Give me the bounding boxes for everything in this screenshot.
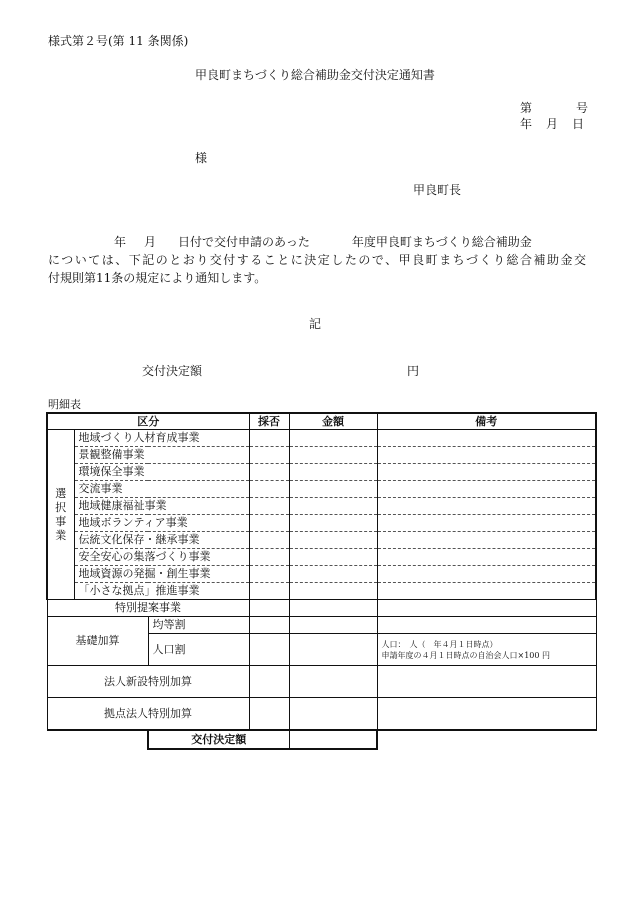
approval-cell[interactable] [249,532,289,549]
new-corporation-addition-label: 法人新設特別加算 [47,666,249,698]
approval-cell[interactable] [249,447,289,464]
approval-cell[interactable] [249,430,289,447]
project-name: 地域ボランティア事業 [74,515,249,532]
form-number: 様式第２号(第 11 条関係) [48,34,189,48]
table-row [47,600,596,617]
header-remarks: 備考 [377,413,596,430]
amount-cell[interactable] [289,634,377,666]
amount-cell[interactable] [289,447,377,464]
project-name: 地域づくり人材育成事業 [74,430,249,447]
amount-cell[interactable] [289,430,377,447]
equal-split-label: 均等割 [148,617,249,634]
project-name: 地域健康福祉事業 [74,498,249,515]
remarks-cell[interactable] [377,698,596,731]
table-header-row [47,413,596,430]
category-char: 択 [55,500,67,514]
remarks-cell[interactable] [377,532,596,549]
approval-cell[interactable] [249,464,289,481]
project-name: 地域資源の発掘・創生事業 [74,566,249,583]
amount-cell[interactable] [289,583,377,600]
approval-cell[interactable] [249,583,289,600]
remarks-cell[interactable] [377,666,596,698]
approval-cell[interactable] [249,600,289,617]
recipient-line: 様 [195,151,208,165]
ki-heading: 記 [308,317,321,331]
per-capita-label: 人口割 [148,634,249,666]
table-row [47,464,596,481]
base-corporation-addition-label: 拠点法人特別加算 [47,698,249,731]
total-label: 交付決定額 [148,730,289,749]
project-name: 環境保全事業 [74,464,249,481]
amount-cell[interactable] [289,498,377,515]
category-char: 選 [55,486,67,500]
per-capita-note-line-2: 申請年度の４月１日時点の自治会人口×100 円 [381,650,551,660]
remarks-cell[interactable] [377,617,596,634]
table-row [47,481,596,498]
approval-cell[interactable] [249,498,289,515]
project-name: 伝統文化保存・継承事業 [74,532,249,549]
amount-cell[interactable] [289,617,377,634]
selected-projects-category-label [47,430,74,600]
remarks-cell[interactable] [377,515,596,532]
remarks-cell[interactable] [377,464,596,481]
document-date-line [520,117,584,131]
document-number-suffix: 号 [576,101,589,115]
header-approval: 採否 [249,413,289,430]
basic-addition-label: 基礎加算 [47,617,148,666]
remarks-cell[interactable] [377,583,596,600]
total-row-spacer-right [377,730,596,749]
body-year: 年 [114,235,127,249]
special-proposal-label: 特別提案事業 [47,600,249,617]
body-month: 月 [144,235,157,249]
detail-table [46,412,597,750]
approval-cell[interactable] [249,698,289,731]
date-month: 月 [546,117,559,131]
table-row [47,666,596,698]
table-row [47,515,596,532]
table-row [47,617,596,634]
amount-cell[interactable] [289,481,377,498]
per-capita-note [377,634,596,666]
body-fiscal-year-text: 年度甲良町まちづくり総合補助金 [351,235,532,249]
amount-cell[interactable] [289,532,377,549]
notice-body [48,233,586,287]
total-row-spacer [47,730,148,749]
table-row [47,566,596,583]
per-capita-note-line-1: 人口： 人（ 年４月１日時点） [381,639,498,649]
sender-line: 甲良町長 [413,183,462,197]
grant-amount-label: 交付決定額 [142,364,203,378]
table-row [47,447,596,464]
date-year: 年 [520,117,533,131]
project-name: 交流事業 [74,481,249,498]
header-amount: 金額 [289,413,377,430]
notice-body-line-3: 付規則第11条の規定により通知します。 [48,271,267,285]
approval-cell[interactable] [249,481,289,498]
amount-cell[interactable] [289,515,377,532]
notice-body-line-1 [48,233,586,251]
total-amount-cell[interactable] [289,730,377,749]
project-name: 「小さな拠点」推進事業 [74,583,249,600]
project-name: 景観整備事業 [74,447,249,464]
amount-cell[interactable] [289,600,377,617]
document-number-prefix: 第 [520,101,533,115]
amount-cell[interactable] [289,698,377,731]
approval-cell[interactable] [249,666,289,698]
remarks-cell[interactable] [377,481,596,498]
remarks-cell[interactable] [377,430,596,447]
project-name: 安全安心の集落づくり事業 [74,549,249,566]
table-row [47,698,596,731]
document-number-line [520,101,588,115]
notice-body-line-2: については、下記のとおり交付することに決定したので、甲良町まちづくり総合補助金交 [48,253,586,267]
approval-cell[interactable] [249,549,289,566]
total-row [47,730,596,749]
table-row [47,430,596,447]
remarks-cell[interactable] [377,566,596,583]
amount-cell[interactable] [289,549,377,566]
remarks-cell[interactable] [377,498,596,515]
approval-cell[interactable] [249,634,289,666]
document-title: 甲良町まちづくり総合補助金交付決定通知書 [195,68,435,82]
remarks-cell[interactable] [377,600,596,617]
category-char: 事 [55,514,67,528]
amount-cell[interactable] [289,464,377,481]
table-row [47,549,596,566]
table-row [47,583,596,600]
body-day-text: 日付で交付申請のあった [178,235,310,249]
category-char: 業 [55,528,67,542]
approval-cell[interactable] [249,617,289,634]
table-row [47,498,596,515]
amount-cell[interactable] [289,666,377,698]
header-category: 区分 [47,413,249,430]
detail-table-caption: 明細表 [48,398,81,411]
remarks-cell[interactable] [377,549,596,566]
approval-cell[interactable] [249,566,289,583]
amount-cell[interactable] [289,566,377,583]
date-day: 日 [572,117,585,131]
grant-amount-unit: 円 [407,364,420,378]
table-row [47,532,596,549]
approval-cell[interactable] [249,515,289,532]
remarks-cell[interactable] [377,447,596,464]
